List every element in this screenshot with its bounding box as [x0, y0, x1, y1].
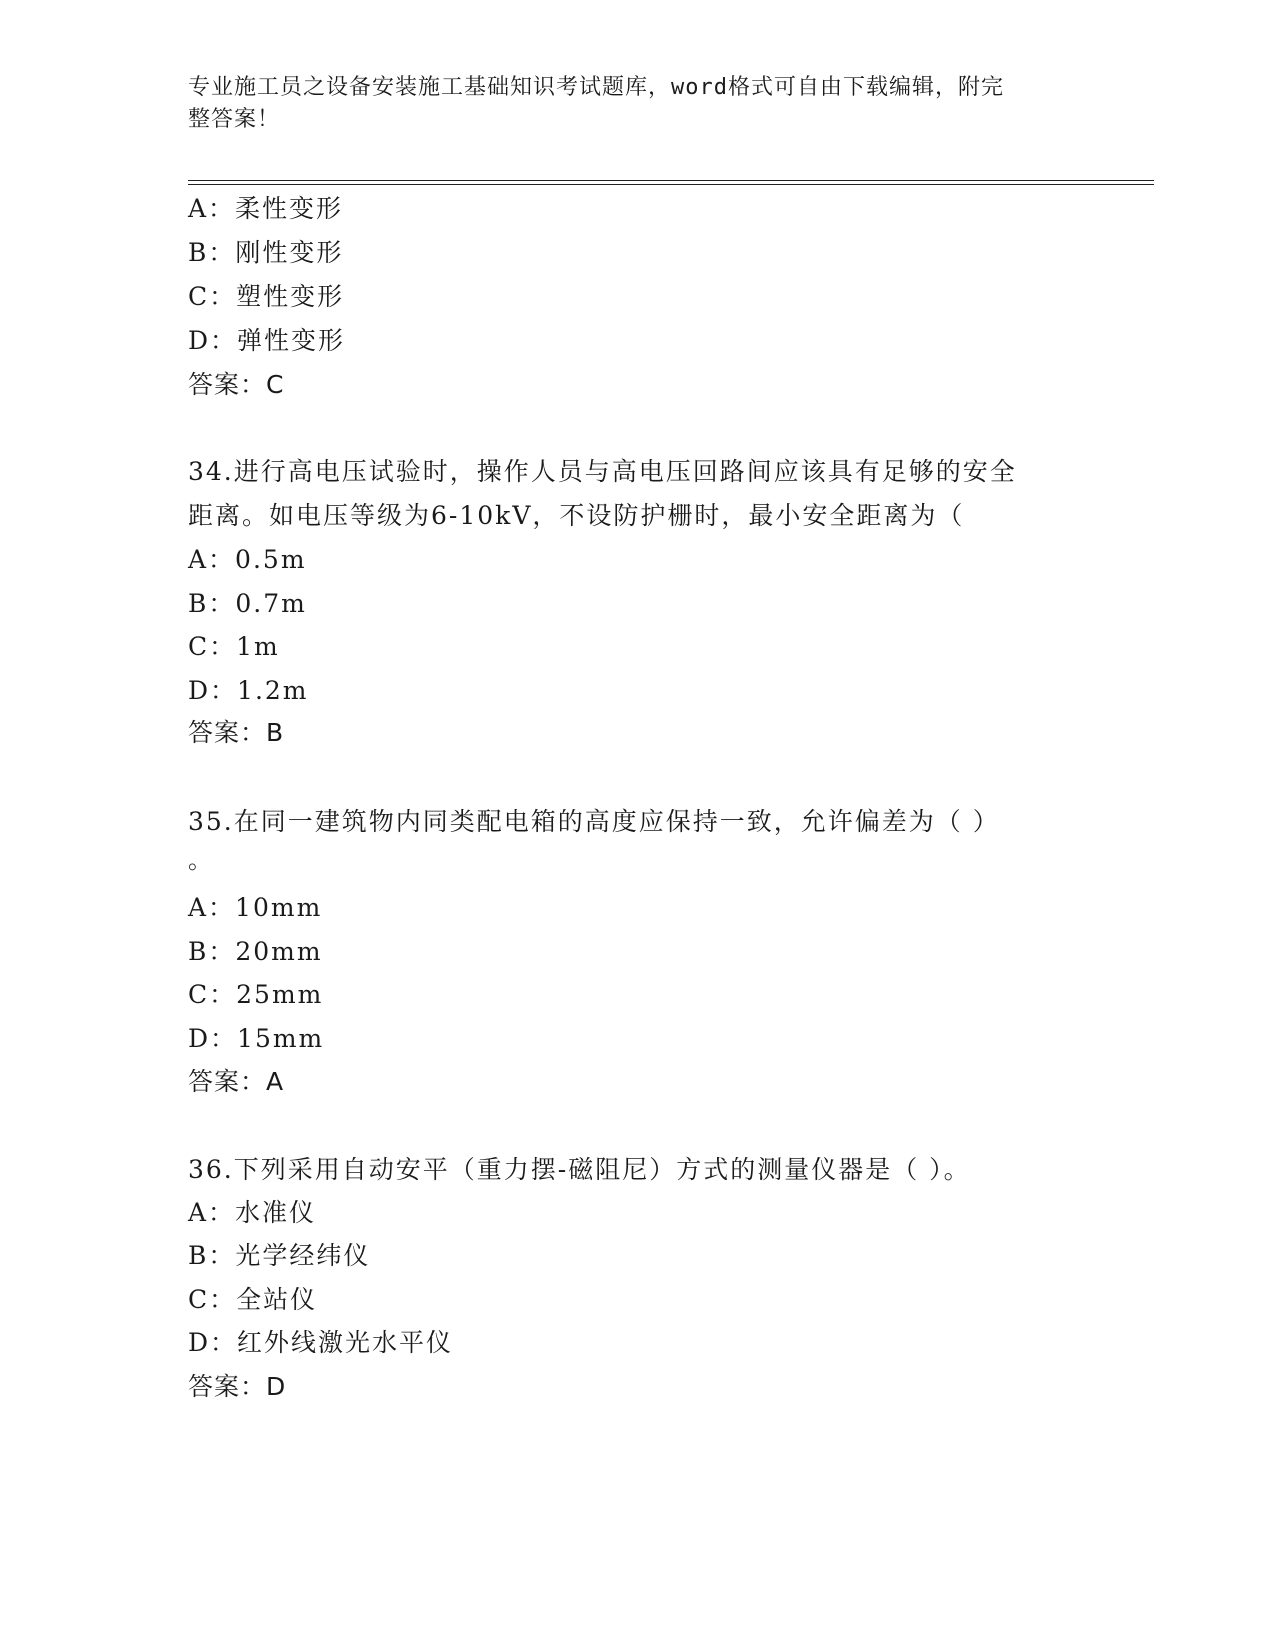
- q34-option-a: A：0.5m: [188, 545, 307, 574]
- q35-question-line-2: 。: [188, 846, 212, 874]
- q34-question-line-1: 34.进行高电压试验时，操作人员与高电压回路间应该具有足够的安全: [188, 457, 1017, 486]
- q35-answer: 答案：A: [188, 1067, 285, 1096]
- header-divider-bottom: [188, 184, 1154, 185]
- q35-option-b: B：20mm: [188, 937, 323, 966]
- q35-question-line-1: 35.在同一建筑物内同类配电箱的高度应保持一致，允许偏差为（ ）: [188, 807, 1000, 836]
- q33-answer: 答案：C: [188, 370, 285, 399]
- q33-option-a: A：柔性变形: [188, 194, 344, 223]
- q34-option-d: D：1.2m: [188, 676, 309, 705]
- q36-option-a: A：水准仪: [188, 1198, 317, 1227]
- header-line-2: 整答案！: [188, 107, 281, 132]
- q35-option-d: D：15mm: [188, 1024, 325, 1053]
- q35-option-c: C：25mm: [188, 980, 324, 1009]
- q33-option-d: D：弹性变形: [188, 326, 346, 355]
- q36-option-b: B：光学经纬仪: [188, 1241, 371, 1270]
- q33-option-c: C：塑性变形: [188, 282, 345, 311]
- q34-answer: 答案：B: [188, 718, 285, 747]
- q34-option-b: B：0.7m: [188, 589, 307, 618]
- q36-answer: 答案：D: [188, 1372, 287, 1401]
- q34-question-line-2: 距离。如电压等级为6-10kV，不设防护栅时，最小安全距离为（: [188, 501, 965, 530]
- q36-question-line-1: 36.下列采用自动安平（重力摆-磁阻尼）方式的测量仪器是（ ）。: [188, 1155, 971, 1184]
- q34-option-c: C：1m: [188, 632, 280, 661]
- header-divider-top: [188, 180, 1154, 181]
- q35-option-a: A：10mm: [188, 893, 323, 922]
- header-line-1: 专业施工员之设备安装施工基础知识考试题库，word格式可自由下载编辑，附完: [188, 75, 1004, 100]
- q33-option-b: B：刚性变形: [188, 238, 344, 267]
- q36-option-d: D：红外线激光水平仪: [188, 1328, 454, 1357]
- document-header: [188, 72, 1068, 136]
- q36-option-c: C：全站仪: [188, 1285, 318, 1314]
